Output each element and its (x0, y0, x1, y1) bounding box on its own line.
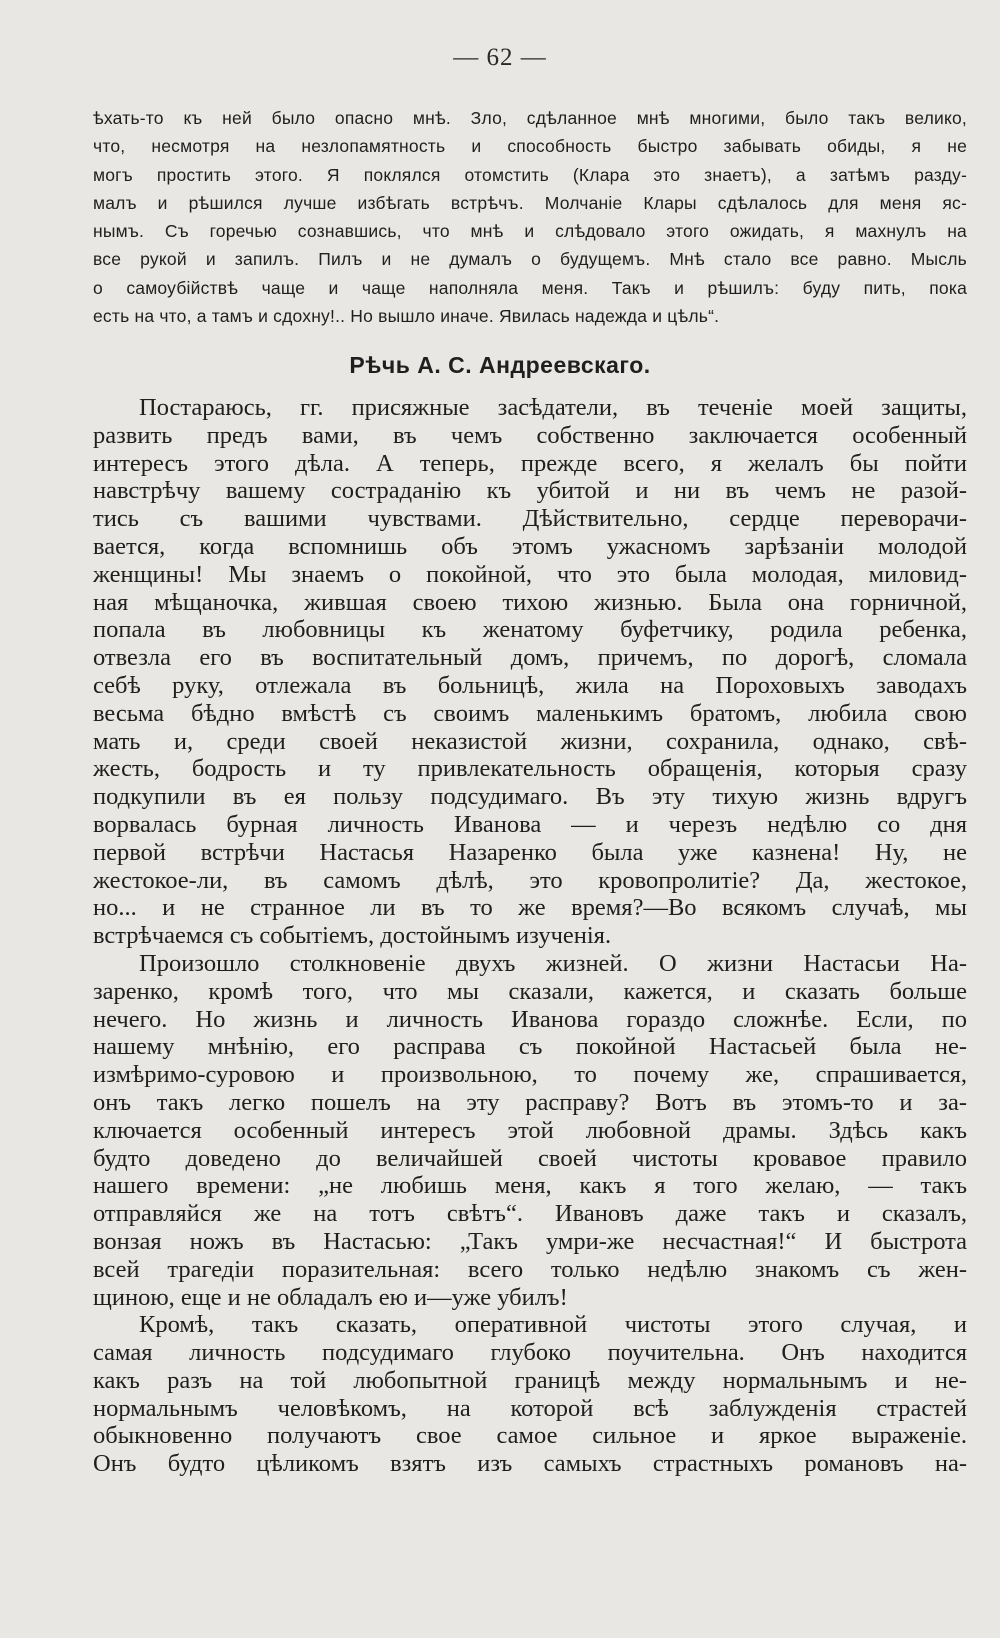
paragraph-line: будто доведено до величайшей своей чистоты кровавое правило (93, 1144, 967, 1172)
paragraph-line: жесть, бодрость и ту привлекательность обращенія, которыя сразу (93, 755, 967, 783)
paragraph-line: ная мѣщаночка, жившая своею тихою жизнью. Была она горничной, (93, 588, 967, 616)
paragraph-line: навстрѣчу вашему состраданію къ убитой и ни въ чемъ не разой- (93, 477, 967, 505)
intro-quote (93, 104, 967, 330)
intro-line: все рукой и запилъ. Пилъ и не думалъ о будущемъ. Мнѣ стало все равно. Мысль (93, 249, 967, 270)
paragraph-line: интересъ этого дѣла. А теперь, прежде всего, я желалъ бы пойти (93, 449, 967, 477)
paragraph-line: тись съ вашими чувствами. Дѣйствительно, сердце переворачи- (93, 505, 967, 533)
page-number: — 62 — (453, 44, 547, 71)
paragraph-line: но... и не странное ли въ то же время?—Во всякомъ случаѣ, мы (93, 894, 967, 922)
paragraph-line: подкупили въ ея пользу подсудимаго. Въ эту тихую жизнь вдругъ (93, 783, 967, 811)
paragraph (93, 950, 967, 1311)
intro-line: есть на что, а тамъ и сдохну!.. Но вышло иначе. Явилась надежда и цѣль“. (93, 306, 720, 327)
paragraph-line: вонзая ножъ въ Настасью: „Такъ умри-же несчастная!“ И быстрота (93, 1227, 967, 1255)
section-heading: Рѣчь А. С. Андреевскаго. (349, 352, 651, 378)
paragraph-line: нашего времени: „не любишь меня, какъ я того желаю, — такъ (93, 1172, 967, 1200)
paragraph-line: щиною, еще и не обладалъ ею и—уже убилъ! (93, 1283, 568, 1311)
paragraph (93, 394, 967, 950)
paragraph (93, 1311, 967, 1478)
paragraph-line: женщины! Мы знаемъ о покойной, что это была молодая, миловид- (93, 560, 967, 588)
paragraph-line: встрѣчаемся съ событіемъ, достойнымъ изученія. (93, 922, 612, 950)
paragraph-line: развить предъ вами, въ чемъ собственно заключается особенный (93, 421, 967, 449)
intro-line: нымъ. Съ горечью сознавшись, что мнѣ и слѣдовало этого ожидать, я махнулъ на (93, 221, 967, 242)
paragraph-line: себѣ руку, отлежала въ больницѣ, жила на Пороховыхъ заводахъ (93, 671, 967, 699)
paragraph-line: нашему мнѣнію, его расправа съ покойной Настасьей была не- (93, 1033, 967, 1061)
paragraph-line: первой встрѣчи Настасья Назаренко была уже казнена! Ну, не (93, 838, 967, 866)
paragraph-line: онъ такъ легко пошелъ на эту расправу? Вотъ въ этомъ-то и за- (93, 1088, 967, 1116)
paragraph-line: жестокое-ли, въ самомъ дѣлѣ, это кровопролитіе? Да, жестокое, (93, 866, 967, 894)
paragraph-line: какъ разъ на той любопытной границѣ между нормальнымъ и не- (93, 1366, 967, 1394)
paragraph-line: вается, когда вспомнишь объ этомъ ужасномъ зарѣзаніи молодой (93, 532, 967, 560)
paragraph-line: Онъ будто цѣликомъ взятъ изъ самыхъ страстныхъ романовъ на- (93, 1450, 967, 1478)
paragraph-line: измѣримо-суровою и произвольною, то почему же, спрашивается, (93, 1061, 967, 1089)
paragraph-line: нечего. Но жизнь и личность Иванова гораздо сложнѣе. Если, по (93, 1005, 967, 1033)
paragraph-line: весьма бѣдно вмѣстѣ съ своимъ маленькимъ братомъ, любила свою (93, 699, 967, 727)
intro-line: ѣхать-то къ ней было опасно мнѣ. Зло, сдѣланное мнѣ многими, было такъ велико, (93, 108, 967, 128)
paragraph-line: заренко, кромѣ того, что мы сказали, кажется, и сказать больше (93, 977, 967, 1005)
speech-body (93, 394, 967, 1478)
paragraph-line: ворвалась бурная личность Иванова — и черезъ недѣлю со дня (93, 810, 967, 838)
paragraph-line: отвезла его въ воспитательный домъ, причемъ, по дорогѣ, сломала (93, 644, 967, 672)
paragraph-line: Постараюсь, гг. присяжные засѣдатели, въ теченіе моей защиты, (139, 394, 967, 421)
paragraph-line: нормальнымъ человѣкомъ, на которой всѣ заблужденія страстей (93, 1394, 967, 1422)
intro-line: о самоубійствѣ чаще и чаще наполняла меня. Такъ и рѣшилъ: буду пить, пока (93, 277, 967, 298)
paragraph-line: Произошло столкновеніе двухъ жизней. О жизни Настасьи На- (139, 949, 967, 977)
paragraph-line: мать и, среди своей неказистой жизни, сохранила, однако, свѣ- (93, 727, 967, 755)
paragraph-line: Кромѣ, такъ сказать, оперативной чистоты этого случая, и (139, 1311, 967, 1339)
paragraph-line: попала въ любовницы къ женатому буфетчику, родила ребенка, (93, 616, 967, 644)
paragraph-line: самая личность подсудимаго глубоко поучительна. Онъ находится (93, 1339, 967, 1367)
paragraph-line: всей трагедіи поразительная: всего только недѣлю знакомъ съ жен- (93, 1255, 967, 1283)
intro-line: что, несмотря на незлопамятность и способность быстро забывать обиды, я не (93, 136, 967, 157)
intro-line: малъ и рѣшился лучше избѣгать встрѣчъ. Молчаніе Клары сдѣлалось для меня яс- (93, 192, 967, 213)
paragraph-line: обыкновенно получаютъ свое самое сильное и яркое выраженіе. (93, 1422, 967, 1450)
intro-line: могъ простить этого. Я поклялся отомстить (Клара это знаетъ), а затѣмъ разду- (93, 164, 967, 185)
paragraph-line: отправляйся же на тотъ свѣтъ“. Ивановъ даже такъ и сказалъ, (93, 1200, 967, 1228)
paragraph-line: ключается особенный интересъ этой любовной драмы. Здѣсь какъ (93, 1116, 967, 1144)
